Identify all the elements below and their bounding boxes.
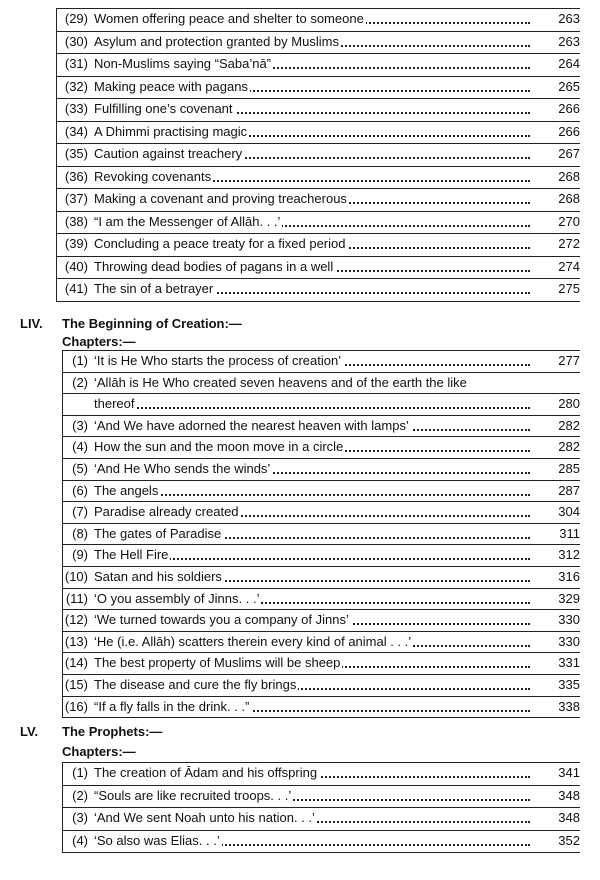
- section-title: The Prophets:—: [62, 724, 163, 739]
- chapters-label-lv: Chapters:—: [62, 744, 136, 759]
- entry-title: [94, 501, 530, 523]
- entry-number: (14): [64, 655, 88, 671]
- entry-page-number: 267: [558, 146, 580, 161]
- entry-page-number: 266: [558, 101, 580, 116]
- entry-number: (40): [64, 258, 88, 274]
- entry-number: (10): [64, 569, 88, 584]
- entry-number: (39): [64, 236, 88, 251]
- entry-number: (4): [72, 832, 88, 848]
- table-rule: [56, 301, 580, 302]
- toc-entry[interactable]: [0, 631, 600, 653]
- entry-page-number: 275: [558, 281, 580, 296]
- entry-title-text: Fulfilling one’s covenant: [94, 101, 233, 116]
- entry-title: [94, 53, 530, 75]
- entry-number: (35): [64, 146, 88, 161]
- entry-page-number: 282: [558, 439, 580, 455]
- entry-title-text: The gates of Paradise: [94, 525, 222, 541]
- entry-number: (9): [72, 547, 88, 563]
- entry-title-text: ‘And We sent Noah unto his nation. . .’: [94, 810, 315, 825]
- entry-title: [94, 393, 530, 415]
- entry-page-number: 331: [558, 655, 580, 671]
- toc-entry[interactable]: [0, 458, 600, 480]
- entry-page-number: 348: [558, 810, 580, 825]
- entry-title-text: thereof: [94, 396, 135, 412]
- toc-entry[interactable]: [0, 98, 600, 120]
- entry-title-text: ‘Allāh is He Who created seven heavens and of the earth the like: [94, 374, 467, 390]
- toc-entry[interactable]: [0, 143, 600, 165]
- entry-number: (2): [72, 374, 88, 390]
- entry-title-text: ‘O you assembly of Jinns. . .’: [94, 590, 260, 606]
- entry-title-text: ‘And We have adorned the nearest heaven with lamps’: [94, 417, 409, 433]
- toc-entry[interactable]: [0, 523, 600, 545]
- entry-number: (4): [72, 439, 88, 455]
- entry-title: [94, 544, 530, 566]
- toc-entry[interactable]: [0, 480, 600, 502]
- entry-title-text: ‘So also was Elias. . .’: [94, 832, 220, 848]
- entry-title: [94, 785, 530, 807]
- entry-title-text: A Dhimmi practising magic: [94, 123, 248, 139]
- entry-page-number: 330: [558, 612, 580, 628]
- entry-title: [94, 588, 530, 610]
- entry-number: (5): [72, 461, 88, 476]
- entry-page-number: 285: [558, 461, 580, 476]
- entry-number: (7): [72, 504, 88, 520]
- entry-title-text: “If a fly falls in the drink. . .”: [94, 698, 250, 714]
- table-rule: [62, 852, 580, 853]
- entry-title-text: Non-Muslims saying “Saba’nā”: [94, 56, 272, 71]
- dotted-leader: [94, 407, 530, 409]
- entry-title-text: Paradise already created: [94, 504, 239, 520]
- toc-entry[interactable]: [0, 211, 600, 233]
- toc-entry[interactable]: [0, 674, 600, 696]
- toc-entry[interactable]: [0, 544, 600, 566]
- entry-title-text: How the sun and the moon move in a circle: [94, 439, 344, 455]
- entry-page-number: 338: [558, 698, 580, 714]
- entry-title: [94, 566, 530, 588]
- entry-title: [94, 631, 530, 653]
- entry-page-number: 270: [558, 213, 580, 229]
- entry-page-number: 268: [558, 191, 580, 206]
- entry-number: (33): [64, 101, 88, 116]
- toc-entry[interactable]: [0, 76, 600, 98]
- entry-page-number: 263: [558, 11, 580, 26]
- entry-title-text: Asylum and protection granted by Muslims: [94, 33, 339, 49]
- toc-entry[interactable]: [0, 762, 600, 784]
- entry-page-number: 263: [558, 33, 580, 49]
- toc-entry[interactable]: [0, 652, 600, 674]
- toc-entry[interactable]: [0, 609, 600, 631]
- toc-entry[interactable]: [0, 53, 600, 75]
- toc-entry[interactable]: [0, 393, 600, 415]
- section-roman-numeral: LV.: [20, 724, 39, 739]
- toc-entry[interactable]: [0, 372, 600, 394]
- entry-page-number: 316: [558, 569, 580, 584]
- entry-title-text: The angels: [94, 482, 159, 498]
- entry-title: [94, 76, 530, 98]
- entry-title: [94, 674, 530, 696]
- chapters-label-liv: Chapters:—: [62, 334, 136, 349]
- entry-page-number: 311: [559, 525, 580, 541]
- toc-entry[interactable]: [0, 830, 600, 852]
- entry-title-text: ‘And He Who sends the winds’: [94, 461, 271, 476]
- entry-title: [94, 121, 530, 143]
- entry-page-number: 277: [558, 353, 580, 368]
- entry-number: (31): [64, 56, 88, 71]
- entry-title-text: Revoking covenants: [94, 168, 212, 184]
- entry-title-text: “I am the Messenger of Allāh. . .’: [94, 213, 281, 229]
- entry-number: (1): [72, 765, 88, 780]
- entry-title: [94, 609, 530, 631]
- entry-page-number: 329: [558, 590, 580, 606]
- toc-entry[interactable]: [0, 121, 600, 143]
- entry-title-text: Satan and his soldiers: [94, 569, 222, 584]
- entry-title: [94, 372, 530, 394]
- toc-entry[interactable]: [0, 188, 600, 210]
- entry-title: [94, 350, 530, 372]
- entry-title-text: The best property of Muslims will be sheep: [94, 655, 341, 671]
- entry-number: (2): [72, 787, 88, 803]
- entry-number: (8): [72, 525, 88, 541]
- entry-title-text: “Souls are like recruited troops. . .’: [94, 787, 292, 803]
- entry-page-number: 266: [558, 123, 580, 139]
- toc-entry[interactable]: [0, 415, 600, 437]
- toc-entry[interactable]: [0, 501, 600, 523]
- entry-title: [94, 523, 530, 545]
- entry-number: (11): [65, 590, 88, 606]
- entry-page-number: 268: [558, 168, 580, 184]
- entry-number: (15): [64, 677, 88, 692]
- entry-page-number: 330: [558, 633, 580, 649]
- entry-page-number: 264: [558, 56, 580, 71]
- entry-title: [94, 256, 530, 278]
- entry-number: (6): [72, 482, 88, 498]
- toc-entry[interactable]: [0, 8, 600, 30]
- entry-title-text: Making a covenant and proving treacherous: [94, 191, 347, 206]
- entry-title: [94, 458, 530, 480]
- entry-number: (3): [72, 810, 88, 825]
- section-title: The Beginning of Creation:—: [62, 316, 242, 331]
- entry-page-number: 341: [558, 765, 580, 780]
- entry-title: [94, 98, 530, 120]
- entry-title-text: Throwing dead bodies of pagans in a well: [94, 258, 334, 274]
- entry-number: (36): [64, 168, 88, 184]
- entry-title-text: The disease and cure the fly brings: [94, 677, 297, 692]
- entry-page-number: 287: [558, 482, 580, 498]
- entry-number: (34): [64, 123, 88, 139]
- entry-title-text: ‘It is He Who starts the process of creation’: [94, 353, 342, 368]
- entry-title-text: Making peace with pagans: [94, 78, 248, 94]
- entry-title: [94, 696, 530, 718]
- entry-title: [94, 166, 530, 188]
- toc-entry[interactable]: [0, 31, 600, 53]
- toc-entry[interactable]: [0, 350, 600, 372]
- entry-title: [94, 830, 530, 852]
- toc-entry[interactable]: [0, 233, 600, 255]
- entry-title-text: ‘We turned towards you a company of Jinns’: [94, 612, 349, 628]
- table-rule: [62, 717, 580, 718]
- entry-title: [94, 188, 530, 210]
- entry-title-text: Women offering peace and shelter to someone: [94, 11, 364, 26]
- entry-title: [94, 143, 530, 165]
- entry-number: (38): [64, 213, 88, 229]
- entry-number: (16): [64, 698, 88, 714]
- entry-page-number: 282: [558, 417, 580, 433]
- entry-page-number: 312: [558, 547, 580, 563]
- entry-number: (13): [64, 633, 88, 649]
- entry-page-number: 274: [558, 258, 580, 274]
- toc-entry[interactable]: [0, 256, 600, 278]
- section-roman-numeral: LIV.: [20, 316, 43, 331]
- entry-title: [94, 436, 530, 458]
- entry-number: (29): [64, 11, 88, 26]
- entry-title-text: The Hell Fire: [94, 547, 169, 563]
- entry-title: [94, 415, 530, 437]
- toc-entry[interactable]: [0, 278, 600, 300]
- toc-entry[interactable]: [0, 785, 600, 807]
- entry-title-text: The sin of a betrayer: [94, 281, 214, 296]
- entry-title: [94, 278, 530, 300]
- entry-title: [94, 233, 530, 255]
- entry-title: [94, 211, 530, 233]
- entry-title: [94, 652, 530, 674]
- entry-page-number: 272: [558, 236, 580, 251]
- toc-entry[interactable]: [0, 807, 600, 829]
- entry-page-number: 348: [558, 787, 580, 803]
- entry-title: [94, 762, 530, 784]
- entry-title-text: Caution against treachery: [94, 146, 243, 161]
- entry-title-text: Concluding a peace treaty for a fixed period: [94, 236, 346, 251]
- entry-number: (30): [64, 33, 88, 49]
- entry-number: (32): [64, 78, 88, 94]
- toc-entry[interactable]: [0, 566, 600, 588]
- entry-page-number: 265: [558, 78, 580, 94]
- entry-number: (12): [64, 612, 88, 628]
- entry-title-text: The creation of Ādam and his offspring: [94, 765, 318, 780]
- toc-entry[interactable]: [0, 436, 600, 458]
- toc-entry[interactable]: [0, 166, 600, 188]
- entry-title: [94, 31, 530, 53]
- entry-number: (1): [72, 353, 88, 368]
- entry-number: (41): [64, 281, 88, 296]
- entry-title: [94, 480, 530, 502]
- entry-page-number: 352: [558, 832, 580, 848]
- entry-page-number: 280: [558, 396, 580, 412]
- entry-title: [94, 807, 530, 829]
- entry-title: [94, 8, 530, 30]
- entry-page-number: 304: [558, 504, 580, 520]
- entry-number: (37): [64, 191, 88, 206]
- toc-entry[interactable]: [0, 696, 600, 718]
- toc-entry[interactable]: [0, 588, 600, 610]
- entry-page-number: 335: [558, 677, 580, 692]
- entry-title-text: ‘He (i.e. Allāh) scatters therein every kind of animal . . .’: [94, 633, 412, 649]
- entry-number: (3): [72, 417, 88, 433]
